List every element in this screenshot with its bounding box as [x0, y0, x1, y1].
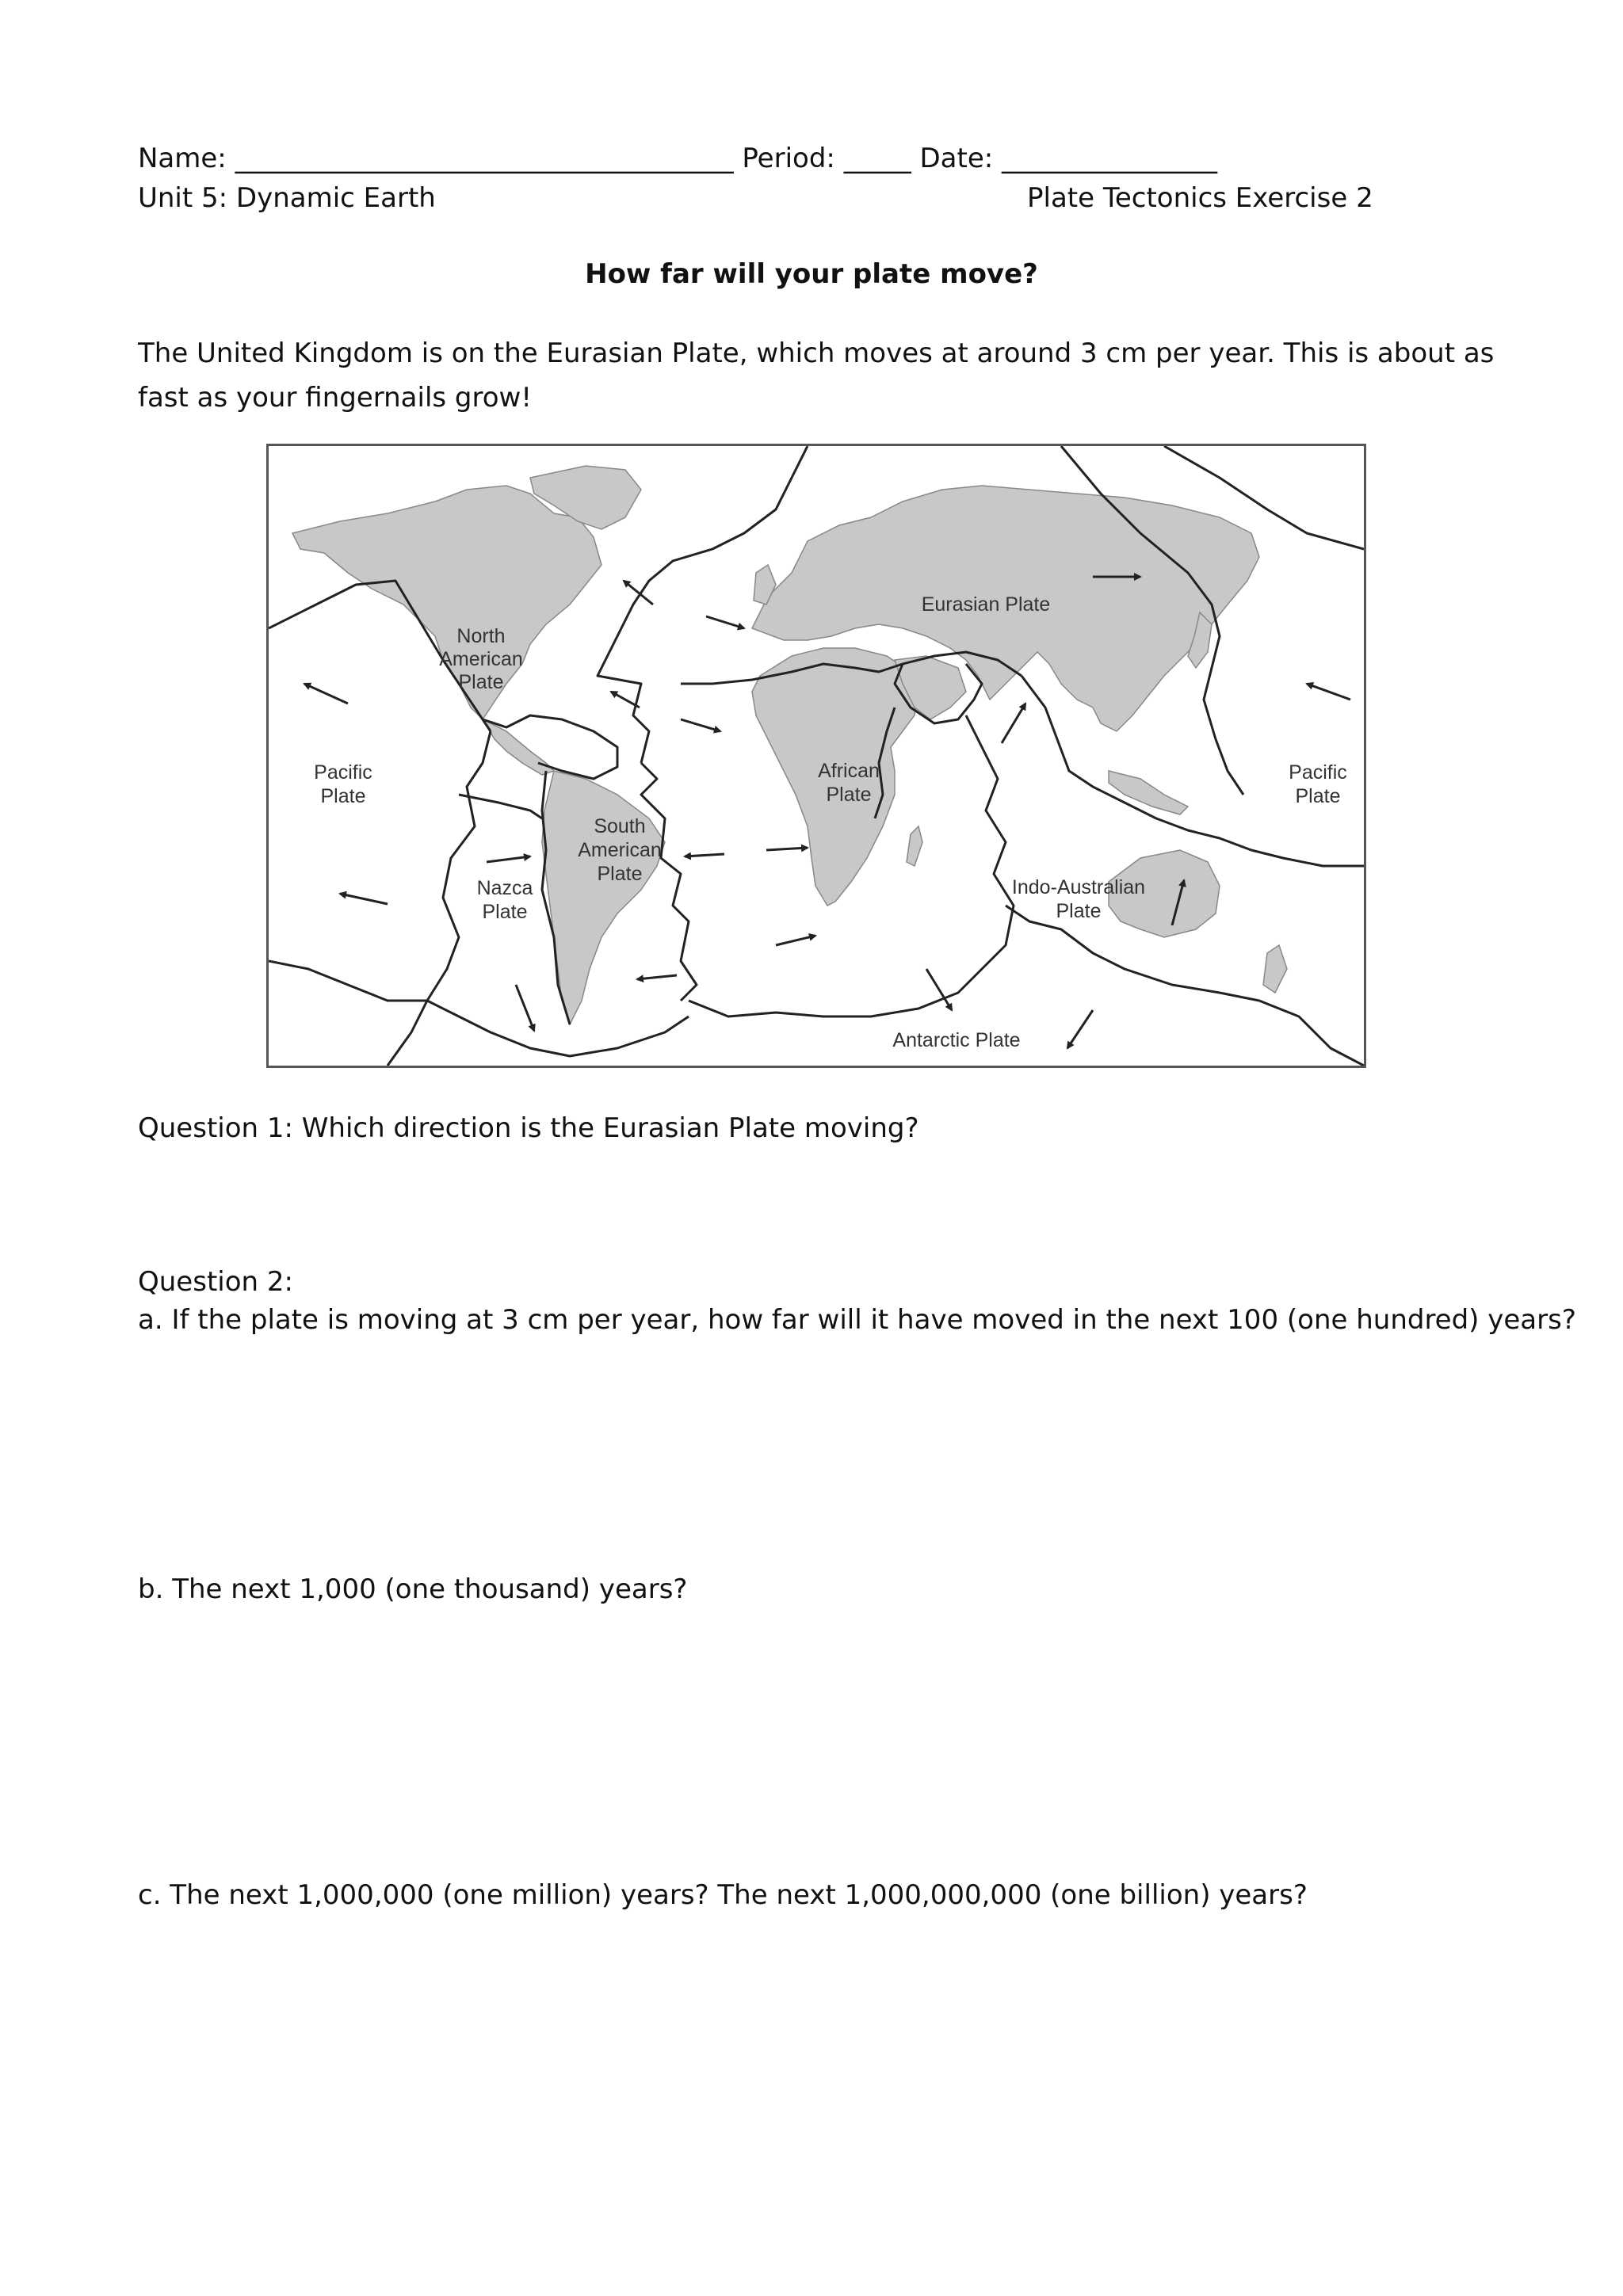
label-pacific-right-2: Plate [1295, 785, 1341, 807]
unit-title: Unit 5: Dynamic Earth [138, 182, 436, 214]
question-2-heading: Question 2: [138, 1266, 293, 1298]
label-antarctic: Antarctic Plate [892, 1029, 1021, 1051]
arrow-india-northeast [1002, 704, 1025, 743]
label-south-american-2: American [578, 839, 662, 861]
arrow-africa-northeast [681, 719, 720, 731]
label-african-2: Plate [826, 784, 872, 806]
arrow-na-west [611, 692, 640, 707]
label-north-american-2: American [439, 648, 523, 670]
arrow-antarctic-east [1067, 1010, 1093, 1048]
south-america-land [542, 771, 665, 1024]
mid-atlantic-ridge-south [641, 763, 697, 1001]
arrow-africa-south [776, 936, 815, 945]
label-north-american-3: Plate [458, 671, 504, 693]
label-south-american-3: Plate [597, 863, 643, 885]
name-label: Name: [138, 143, 227, 174]
label-indo-australian-2: Plate [1056, 900, 1102, 922]
label-nazca-2: Plate [482, 901, 528, 923]
label-african-1: African [818, 760, 880, 782]
arrow-nazca-east [487, 856, 530, 862]
period-label: Period: [742, 143, 835, 174]
name-blank[interactable]: _____________________________________ [235, 143, 734, 174]
arrow-africa-east [766, 848, 808, 850]
question-2a: a. If the plate is moving at 3 cm per year, how far will it have moved in the next 100 (one hundred) years? [138, 1304, 1576, 1336]
plate-map-svg [269, 446, 1364, 1066]
central-america-land [483, 719, 554, 775]
worksheet-title: How far will your plate move? [585, 258, 1038, 290]
arrow-sa-west [685, 854, 724, 856]
madagascar-land [907, 826, 922, 866]
arrow-antarctic-west [637, 975, 677, 979]
exercise-title: Plate Tectonics Exercise 2 [1027, 182, 1373, 214]
label-eurasian: Eurasian Plate [921, 593, 1051, 616]
arrow-pacific-left-west [304, 684, 348, 704]
arrow-na-northwest [624, 581, 653, 605]
north-america-land [292, 486, 601, 719]
label-pacific-left-2: Plate [320, 785, 366, 807]
question-2b: b. The next 1,000 (one thousand) years? [138, 1573, 688, 1605]
label-nazca-1: Nazca [476, 877, 533, 899]
header-row [138, 139, 1217, 177]
arrow-nazca-south [516, 985, 534, 1031]
question-2c: c. The next 1,000,000 (one million) years? The next 1,000,000,000 (one billion) years? [138, 1879, 1308, 1911]
question-1: Question 1: Which direction is the Eurasian Plate moving? [138, 1112, 919, 1144]
date-blank[interactable]: ________________ [1002, 143, 1218, 174]
nazca-boundary [388, 731, 491, 1066]
label-south-american-1: South [594, 815, 646, 837]
label-pacific-right-1: Pacific [1289, 761, 1347, 784]
arrow-pacific-south-west [340, 894, 388, 904]
label-north-american-1: North [456, 625, 506, 647]
label-pacific-left-1: Pacific [314, 761, 372, 784]
arrow-atlantic-east [706, 616, 744, 628]
plate-map [266, 444, 1366, 1068]
label-indo-australian-1: Indo-Australian [1011, 876, 1146, 898]
date-label: Date: [919, 143, 994, 174]
new-zealand-land [1263, 945, 1287, 993]
arrow-pacific-right-west [1307, 684, 1350, 700]
indonesia-land [1109, 771, 1188, 814]
intro-paragraph: The United Kingdom is on the Eurasian Plate, which moves at around 3 cm per year. This is about as fast as your fingernails grow! [138, 338, 1495, 414]
pacific-antarctic-ridge [269, 961, 689, 1056]
period-blank[interactable]: _____ [843, 143, 911, 174]
